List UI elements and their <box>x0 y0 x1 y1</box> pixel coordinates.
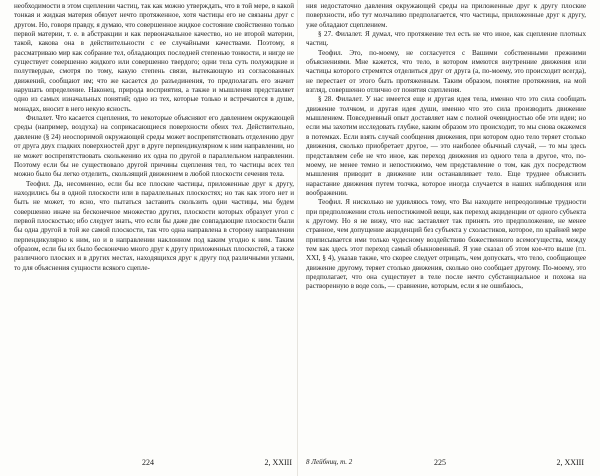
right-paragraph-5: Теофил. Я нисколько не удивляюсь тому, что Вы находите непреодолимые трудности при предположении столь непостижимой вещи, как переход акциденции от одного субъекта к другому. Но я не вижу, что нас заставляет так принять это предположение, не менее странное, чем допущение акциденций без субъекта у схоластиков, которое, по крайней мере приписывается ими только чудесному воздействию божественного всемогущества, между тем как здесь этот переход самый обыкновенный. Я уже сказал об этом кое-что выше (гл. XXI, § 4), указав также, что скорее следует отрицать, чем допускать, что тело, сообщающее движение другому, теряет столько движения, сколько оно сообщает другому. По-моему, это предполагает, что она существует в теле после нечто субстанциальное и похожа на растворенную в воде соль, — сравнение, которым, если я не ошибаюсь, <box>306 198 586 291</box>
right-page <box>306 2 586 472</box>
right-page-footer <box>306 458 586 470</box>
right-page-number: 225 <box>434 458 446 467</box>
right-running-head: 2, XXIII <box>556 458 584 467</box>
right-paragraph-4: § 28. Филалет. У нас имеется еще и другая идея тела, именно что это сила сообщать движение толчком, и другая идея души, именно что это сила производить движение мышлением. Повседневный опыт доставляет нам с полной очевидностью обе эти идеи; но если мы захотим исследовать глубже, каким образом это происходит, то мы снова окажемся в потемках. Если взять случай сообщения движения, при котором одно тело теряет столько движения, сколько приобретает другое, — это наиболее обычный случай, — то мы здесь представляем себе не что иное, как переход движения из одного тела в другое, что, по-моему, не менее темно и непостижимо, чем представление о том, как дух посредством мышления приводит в движение или останавливает тело. Еще труднее объяснить нарастание движения путем толчка, которое иногда случается в наших наблюдения или воображении. <box>306 95 586 197</box>
left-paragraph-1: необходимости в этом сцеплении частиц, так как можно утверждать, что в той мере, в какой тонкая и жидкая материя обязует нечто протяженное, хотя частицы его не связаны друг с другом. Но, говоря правду, я думаю, что совершенное жидкое состояние свойственно только первой материи, т. е. в абстракции и как первоначальное качество, но не второй материи, такой, какова она в действительности с ее случайными качествами. Поэтому, я рассматриваю мир как собрание тел, обладающих последней степенью тонкости, и нигде не существует совершенно жидкого или совершенно твердого; одни тела суть полужидкие и полутвердые, смотря по тому, какую степень связи, вытекающую из согласованных движений, сообщают им; что же касается до разъединения, то предполагать его значит нарушать определение. Наконец, природа восприятия, а также и мышления представляет одно из самых изначальных понятий; одно из тех, которые только и встречаются в душе, монадах, вносит в него некую ясность. <box>14 2 294 113</box>
book-gutter <box>297 0 298 476</box>
left-running-head: 2, XXIII <box>264 458 292 467</box>
printer-signature: 8 Лейбниц, т. 2 <box>306 458 353 466</box>
left-page-footer <box>14 458 294 470</box>
right-paragraph-2: § 27. Филалет. Я думал, что протяжение тел есть не что иное, как сцепление плотных частиц. <box>306 30 586 48</box>
left-paragraph-2: Филалет. Что касается сцепления, то некоторые объясняют его давлением окружающей среды (например, воздуха) на соприкасающиеся поверхности обеих тел. Действительно, давление (§ 24) неоспоримой окружающей среды может воспрепятствовать отделению друг от друга двух гладких поверхностей друг в друге перпендикулярном к ним направлении, но не может воспрепятствовать скольжению их одна по другой в параллельном направлении. Поэтому если бы не существовало другой причины сцепления тел, то частицы всех тел можно было бы легко отделить, скользящий движением в любой плоскости сечения тела. <box>14 114 294 179</box>
left-page <box>14 2 294 472</box>
left-page-number: 224 <box>142 458 154 467</box>
right-paragraph-1: ния недостаточно давления окружающей среды на приложенные друг к другу плоские поверхности, ибо тут молчаливо предполагается, что частицы, приложенные друг к другу, уже обладают сцеплением. <box>306 2 586 29</box>
left-paragraph-3: Теофил. Да, несомненно, если бы все плоские частицы, приложенные друг к другу, находились бы в одной плоскости или в параллельных плоскостях; но так как этого нет и быть не может, то ясно, что пытаться заставить скользить одни частицы, мы будем совершенно иначе на бесконечное множество других, плоскости которых образует угол с первой плоскостью; ибо следует знать, что если бы даже две совпадающие плоскости были бы одна другой в той же самой плоскости, так что одна направлена в сторону направлении перпендикулярно к ним, но и в направлении наклонном под каким угодно к ним. Таким образом, если бы их было бесконечно много друг к другу приложенных плоскостей, а также различного плоских и в других местах, находящихся друг к другу под различными углами, то для объяснения сущности всякого сцепле- <box>14 179 294 272</box>
right-paragraph-3: Теофил. Это, по-моему, не согласуется с Вашими собственными прежними объяснениями. Мне кажется, что тело, в котором имеются внутренние движения или частицы которого стремятся отделиться друг от друга (а, по-моему, это происходит всегда), не перестает от этого быть протяженным. Таким образом, понятие протяжения, на мой взгляд, совершенно отлично от понятия сцепления. <box>306 48 586 95</box>
